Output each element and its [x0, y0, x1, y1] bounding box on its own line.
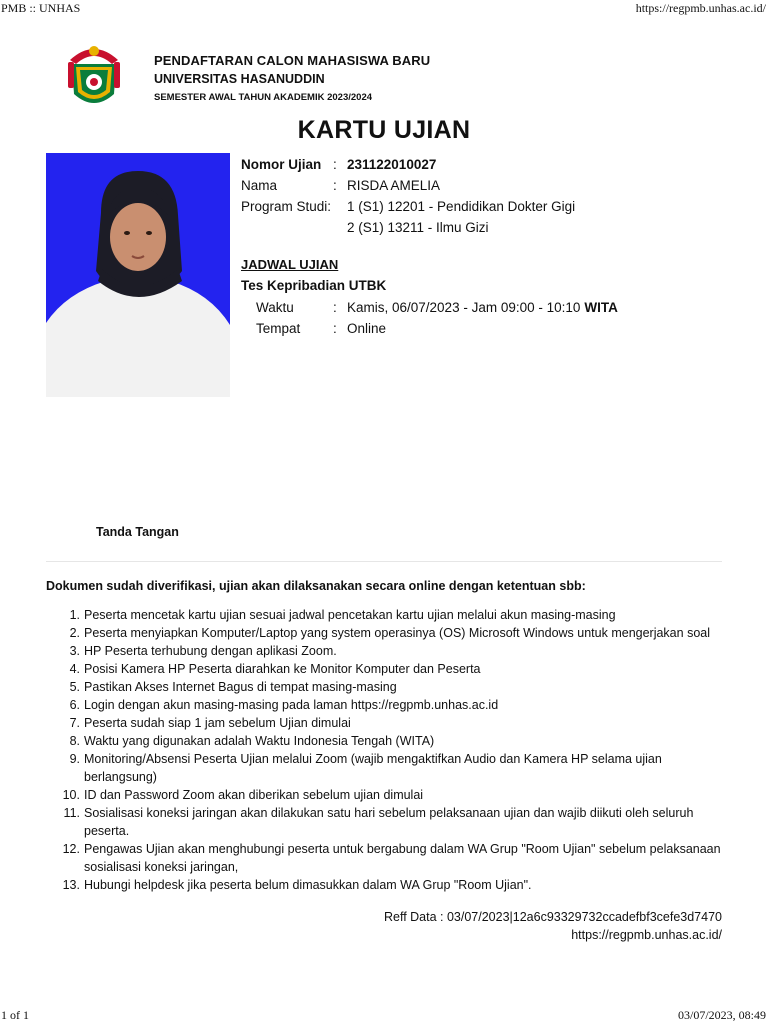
rule-number: 5. — [69, 680, 80, 694]
rule-item — [46, 642, 726, 660]
rule-number: 1. — [69, 608, 80, 622]
row-tempat — [256, 318, 618, 339]
label-program-studi: Program Studi: — [241, 199, 332, 214]
rule-text: Waktu yang digunakan adalah Waktu Indonesia Tengah (WITA) — [84, 734, 435, 748]
colon: : — [333, 321, 337, 336]
browser-page-title: PMB :: UNHAS — [1, 1, 81, 15]
rule-item — [46, 714, 726, 732]
label-nomor-ujian: Nomor Ujian — [241, 157, 322, 172]
rule-text: Peserta mencetak kartu ujian sesuai jadwal pencetakan kartu ujian melalui akun masing-masing — [84, 608, 616, 622]
value-program-studi-1: 1 (S1) 12201 - Pendidikan Dokter Gigi — [347, 199, 576, 214]
university-logo — [62, 42, 126, 112]
rule-item — [46, 660, 726, 678]
rule-number: 13. — [62, 878, 80, 892]
schedule-heading: JADWAL UJIAN — [241, 257, 339, 272]
reference-block — [384, 908, 722, 944]
rule-text: Login dengan akun masing-masing pada laman https://regpmb.unhas.ac.id — [84, 698, 499, 712]
rule-text: Posisi Kamera HP Peserta diarahkan ke Monitor Komputer dan Peserta — [84, 662, 481, 676]
rule-item — [46, 750, 726, 786]
rule-text: Peserta menyiapkan Komputer/Laptop yang system operasinya (OS) Microsoft Windows untuk mengerjakan soal — [84, 626, 710, 640]
rule-text: Pastikan Akses Internet Bagus di tempat masing-masing — [84, 680, 397, 694]
rule-number: 12. — [62, 842, 80, 856]
rule-text: Hubungi helpdesk jika peserta belum dimasukkan dalam WA Grup "Room Ujian". — [84, 878, 532, 892]
header-line-1: PENDAFTARAN CALON MAHASISWA BARU — [154, 53, 431, 68]
signature-label: Tanda Tangan — [96, 525, 179, 539]
row-program-studi — [241, 196, 575, 217]
value-waktu-zone: WITA — [584, 300, 618, 315]
rule-number: 6. — [69, 698, 80, 712]
colon: : — [333, 300, 337, 315]
browser-url: https://regpmb.unhas.ac.id/ — [635, 1, 766, 15]
test-name: Tes Kepribadian UTBK — [241, 278, 387, 293]
rule-item — [46, 624, 726, 642]
rule-number: 10. — [62, 788, 80, 802]
rule-item — [46, 732, 726, 750]
value-nomor-ujian: 231122010027 — [347, 157, 437, 172]
rule-item — [46, 786, 726, 804]
rule-number: 11. — [63, 806, 80, 820]
header-line-3: SEMESTER AWAL TAHUN AKADEMIK 2023/2024 — [154, 92, 373, 103]
rule-item — [46, 606, 726, 624]
verification-notice: Dokumen sudah diverifikasi, ujian akan dilaksanakan secara online dengan ketentuan sbb: — [46, 579, 586, 593]
participant-info — [241, 154, 575, 238]
portrait-illustration — [46, 153, 230, 397]
rule-item — [46, 840, 726, 876]
rule-item — [46, 696, 726, 714]
colon: : — [333, 157, 337, 172]
value-tempat: Online — [347, 321, 387, 336]
row-nama — [241, 175, 575, 196]
rule-item — [46, 804, 726, 840]
value-nama: RISDA AMELIA — [347, 178, 441, 193]
rule-number: 3. — [69, 644, 80, 658]
rule-text: ID dan Password Zoom akan diberikan sebelum ujian dimulai — [84, 788, 424, 802]
row-program-studi-2 — [241, 217, 575, 238]
printed-at: 03/07/2023, 08:49 — [677, 1008, 766, 1022]
footer-url[interactable]: https://regpmb.unhas.ac.id/ — [571, 928, 722, 942]
row-nomor-ujian — [241, 154, 575, 175]
rule-text: Sosialisasi koneksi jaringan akan dilakukan satu hari sebelum pelaksanaan ujian dan wajib diikuti oleh seluruh peserta. — [84, 806, 694, 838]
document-header — [154, 52, 430, 106]
colon: : — [333, 178, 337, 193]
participant-photo — [46, 153, 230, 397]
rule-item — [46, 678, 726, 696]
header-line-2: UNIVERSITAS HASANUDDIN — [154, 72, 325, 86]
row-waktu — [256, 297, 618, 318]
rule-text: Peserta sudah siap 1 jam sebelum Ujian dimulai — [84, 716, 351, 730]
value-waktu: Kamis, 06/07/2023 - Jam 09:00 - 10:10 — [347, 300, 581, 315]
reference-data: Reff Data : 03/07/2023|12a6c93329732ccadefbf3cefe3d7470 — [383, 910, 722, 924]
rule-text: Pengawas Ujian akan menghubungi peserta untuk bergabung dalam WA Grup "Room Ujian" sebelum pelaksanaan sosialisasi koneksi jaringan, — [84, 842, 721, 874]
rule-item — [46, 876, 726, 894]
value-program-studi-2: 2 (S1) 13211 - Ilmu Gizi — [347, 220, 489, 235]
rule-number: 4. — [69, 662, 80, 676]
rule-number: 8. — [69, 734, 80, 748]
rule-text: Monitoring/Absensi Peserta Ujian melalui Zoom (wajib mengaktifkan Audio dan Kamera HP selama ujian berlangsung) — [84, 752, 662, 784]
divider — [46, 561, 722, 562]
rule-number: 9. — [69, 752, 80, 766]
label-nama: Nama — [241, 178, 278, 193]
page-count: 1 of 1 — [1, 1008, 29, 1022]
rule-number: 2. — [69, 626, 80, 640]
schedule-details — [256, 297, 618, 339]
label-tempat: Tempat — [256, 321, 301, 336]
label-waktu: Waktu — [256, 300, 294, 315]
rules-list — [46, 606, 726, 894]
card-title: KARTU UJIAN — [297, 116, 471, 144]
rule-text: HP Peserta terhubung dengan aplikasi Zoom. — [84, 644, 337, 658]
rule-number: 7. — [69, 716, 80, 730]
